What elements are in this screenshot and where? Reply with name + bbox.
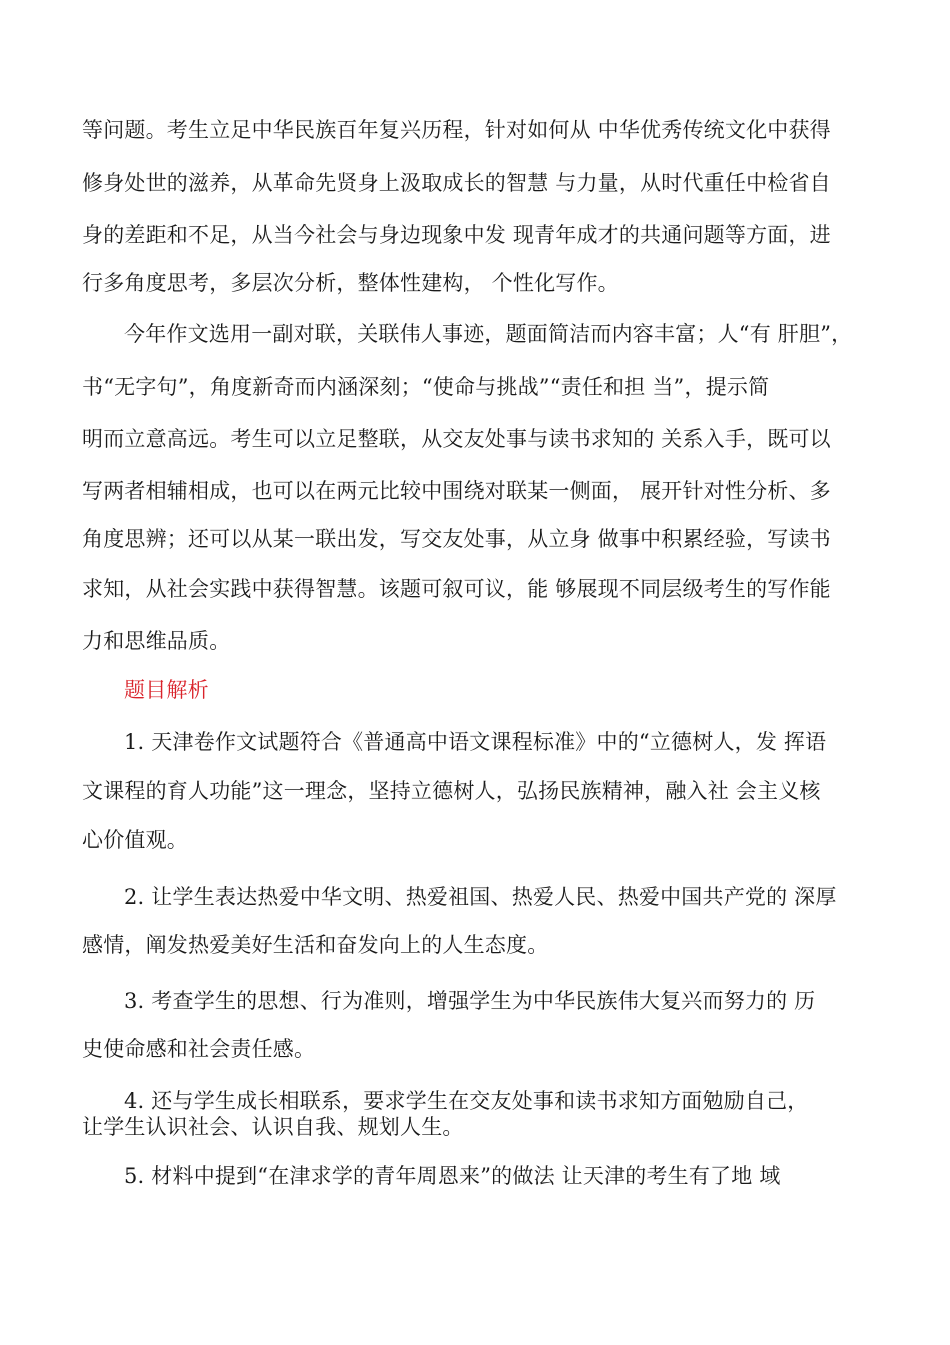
- p1-line-1: 等问题。考生立足中华民族百年复兴历程，针对如何从 中华优秀传统文化中获得: [82, 118, 831, 142]
- item1-line-2: 文课程的育人功能”这一理念，坚持立德树人，弘扬民族精神，融入社 会主义核: [82, 779, 821, 803]
- p1-line-4: 行多角度思考，多层次分析，整体性建构， 个性化写作。: [82, 271, 619, 295]
- p2-line-3: 明而立意高远。考生可以立足整联，从交友处事与读书求知的 关系入手，既可以: [82, 427, 831, 451]
- item3-line-1: 3. 考查学生的思想、行为准则，增强学生为中华民族伟大复兴而努力的 历: [124, 989, 816, 1013]
- p2-line-2: 书“无字句”，角度新奇而内涵深刻；“使命与挑战”“责任和担 当”，提示简: [82, 375, 770, 399]
- section-heading: 题目解析: [124, 678, 209, 702]
- item2-line-1: 2. 让学生表达热爱中华文明、热爱祖国、热爱人民、热爱中国共产党的 深厚: [124, 885, 837, 909]
- item4-line-1: 4. 还与学生成长相联系，要求学生在交友处事和读书求知方面勉励自己，: [124, 1089, 809, 1113]
- p2-line-4: 写两者相辅相成，也可以在两元比较中围绕对联某一侧面， 展开针对性分析、多: [82, 479, 831, 503]
- item4-line-2: 让学生认识社会、认识自我、规划人生。: [82, 1115, 464, 1139]
- item1-line-1: 1. 天津卷作文试题符合《普通高中语文课程标准》中的“立德树人，发 挥语: [124, 730, 827, 754]
- p1-line-2: 修身处世的滋养，从革命先贤身上汲取成长的智慧 与力量，从时代重任中检省自: [82, 171, 831, 195]
- p2-line-6: 求知，从社会实践中获得智慧。该题可叙可议，能 够展现不同层级考生的写作能: [82, 577, 831, 601]
- item5-line-1: 5. 材料中提到“在津求学的青年周恩来”的做法 让天津的考生有了地 域: [124, 1164, 781, 1188]
- item2-line-2: 感情，阐发热爱美好生活和奋发向上的人生态度。: [82, 933, 549, 957]
- item1-line-3: 心价值观。: [82, 828, 188, 852]
- item3-line-2: 史使命感和社会责任感。: [82, 1037, 316, 1061]
- p2-line-5: 角度思辨；还可以从某一联出发，写交友处事，从立身 做事中积累经验，写读书: [82, 527, 831, 551]
- p1-line-3: 身的差距和不足，从当今社会与身边现象中发 现青年成才的共通问题等方面，进: [82, 223, 831, 247]
- p2-line-1: 今年作文选用一副对联，关联伟人事迹，题面简洁而内容丰富；人“有 肝胆”，: [124, 322, 853, 346]
- p2-line-7: 力和思维品质。: [82, 629, 231, 653]
